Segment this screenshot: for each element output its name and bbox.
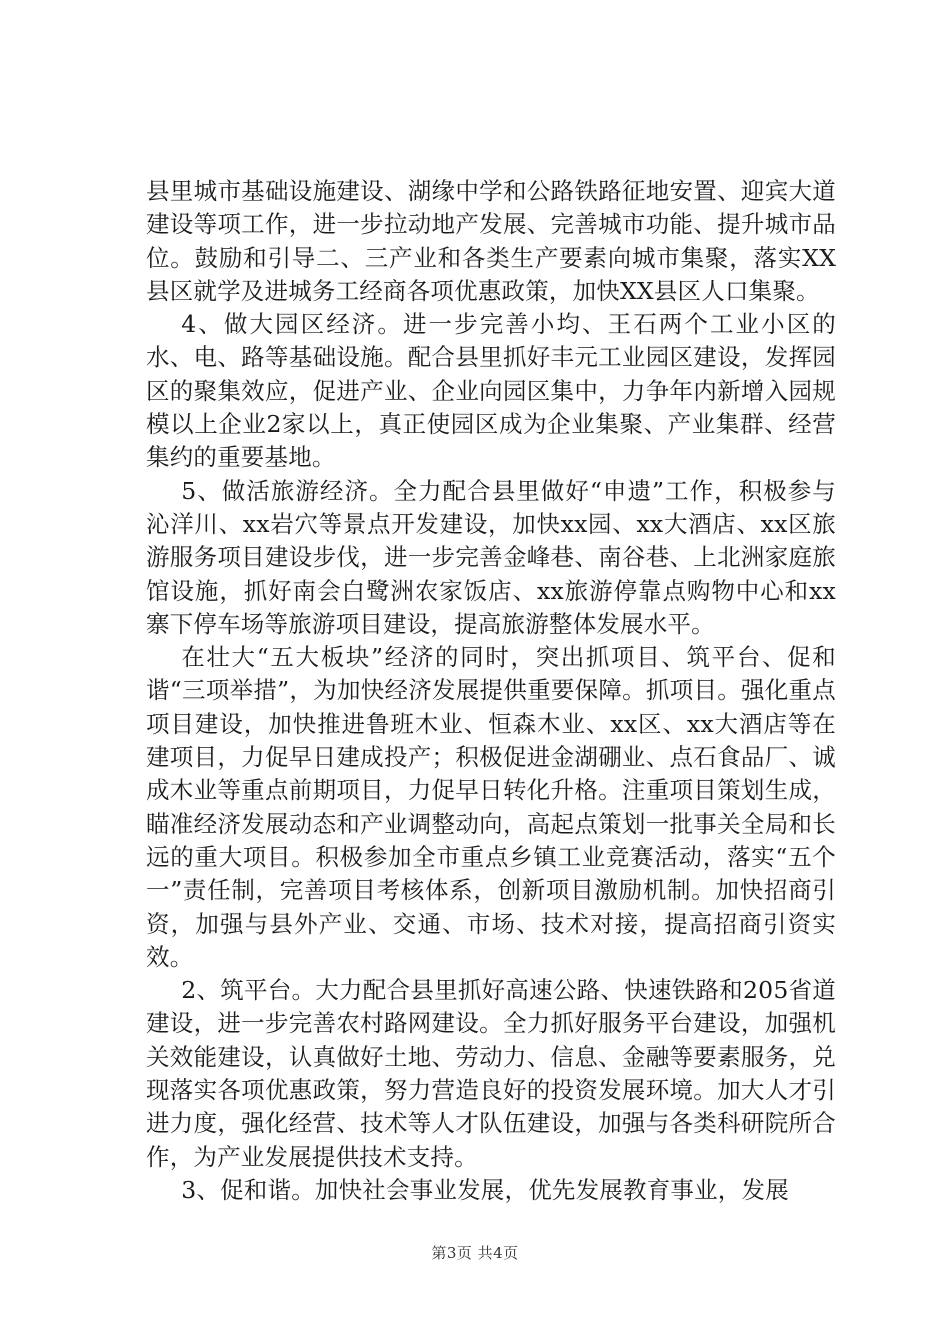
page-footer: 第3页 共4页: [431, 1244, 519, 1262]
paragraph: 2、筑平台。大力配合县里抓好高速公路、快速铁路和205省道建设，进一步完善农村路网建设。全力抓好服务平台建设，加强机关效能建设，认真做好土地、劳动力、信息、金融等要素服务，兑现落实各项优惠政策，努力营造良好的投资发展环境。加大人才引进力度，强化经营、技术等人才队伍建设，加强与各类科研院所合作，为产业发展提供技术支持。: [146, 976, 836, 1171]
paragraph: 5、做活旅游经济。全力配合县里做好“申遗”工作，积极参与沁洋川、xx岩穴等景点开发建设，加快xx园、xx大酒店、xx区旅游服务项目建设步伐，进一步完善金峰巷、南谷巷、上北洲家庭旅馆设施，抓好南会白鹭洲农家饭店、xx旅游停靠点购物中心和xx寨下停车场等旅游项目建设，提高旅游整体发展水平。: [146, 476, 836, 638]
paragraph: 在壮大“五大板块”经济的同时，突出抓项目、筑平台、促和谐“三项举措”，为加快经济发展提供重要保障。抓项目。强化重点项目建设，加快推进鲁班木业、恒森木业、xx区、xx大酒店等在建项目，力促早日建成投产；积极促进金湖硼业、点石食品厂、诚成木业等重点前期项目，力促早日转化升格。注重项目策划生成，瞄准经济发展动态和产业调整动向，高起点策划一批事关全局和长远的重大项目。积极参加全市重点乡镇工业竞赛活动，落实“五个一”责任制，完善项目考核体系，创新项目激励机制。加快招商引资，加强与县外产业、交通、市场、技术对接，提高招商引资实效。: [146, 643, 836, 971]
body-text: [146, 175, 836, 1207]
paragraph: 3、促和谐。加快社会事业发展，优先发展教育事业，发展: [181, 1175, 789, 1204]
paragraph: 县里城市基础设施建设、湖缘中学和公路铁路征地安置、迎宾大道建设等项工作，进一步拉动地产发展、完善城市功能、提升城市品位。鼓励和引导二、三产业和各类生产要素向城市集聚，落实XX县区就学及进城务工经商各项优惠政策，加快XX县区人口集聚。: [146, 177, 836, 305]
paragraph: 4、做大园区经济。进一步完善小均、王石两个工业小区的水、电、路等基础设施。配合县里抓好丰元工业园区建设，发挥园区的聚集效应，促进产业、企业向园区集中，力争年内新增入园规模以上企业2家以上，真正使园区成为企业集聚、产业集群、经营集约的重要基地。: [146, 310, 836, 472]
